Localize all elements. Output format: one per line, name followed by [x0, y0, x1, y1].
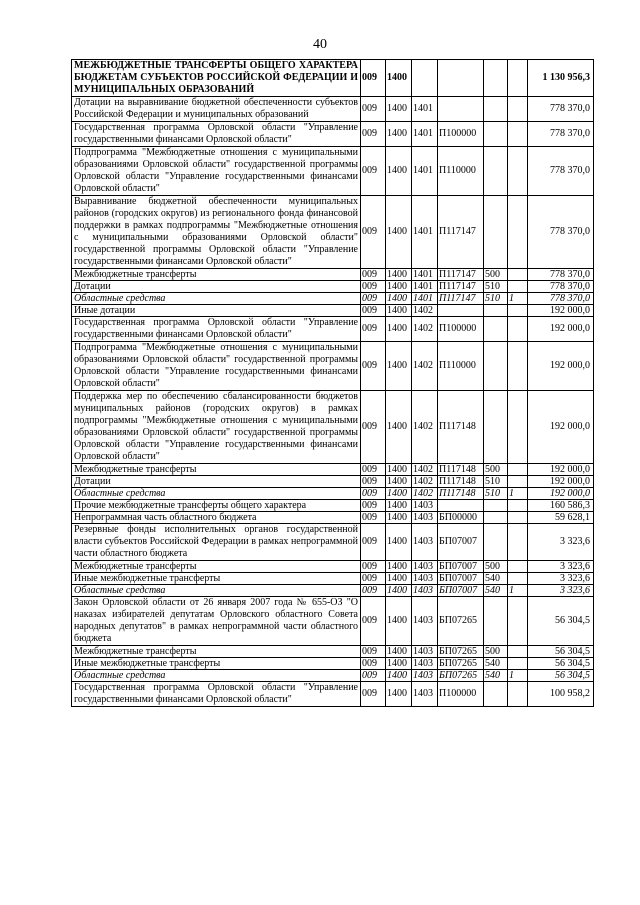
funding-source-code	[508, 524, 528, 561]
item-name: Выравнивание бюджетной обеспеченности муниципальных районов (городских округов) из регионального фонда финансовой поддержки в рамках подпрограммы "Межбюджетные отношения с муниципальными образованиями Орловской области" государственной программы Орловской области "Управление государственными финансами Орловской области"	[72, 196, 361, 269]
grbs-code: 009	[361, 597, 386, 646]
item-name: Прочие межбюджетные трансферты общего характера	[72, 500, 361, 512]
table-row	[72, 269, 594, 281]
item-name: МЕЖБЮДЖЕТНЫЕ ТРАНСФЕРТЫ ОБЩЕГО ХАРАКТЕРА БЮДЖЕТАМ СУБЪЕКТОВ РОССИЙСКОЙ ФЕДЕРАЦИИ И МУНИЦИПАЛЬНЫХ ОБРАЗОВАНИЙ	[72, 60, 361, 97]
funding-source-code	[508, 500, 528, 512]
expense-type-code: 510	[484, 293, 508, 305]
funding-source-code	[508, 97, 528, 122]
expense-type-code	[484, 317, 508, 342]
target-article-code: БП07265	[438, 658, 484, 670]
subsection-code: 1401	[412, 281, 438, 293]
item-name: Дотации	[72, 476, 361, 488]
grbs-code: 009	[361, 670, 386, 682]
expense-type-code: 500	[484, 561, 508, 573]
funding-source-code	[508, 147, 528, 196]
grbs-code: 009	[361, 342, 386, 391]
grbs-code: 009	[361, 682, 386, 707]
funding-source-code	[508, 305, 528, 317]
item-name: Иные дотации	[72, 305, 361, 317]
table-row	[72, 500, 594, 512]
target-article-code: БП07007	[438, 561, 484, 573]
subsection-code: 1401	[412, 147, 438, 196]
amount: 192 000,0	[528, 464, 594, 476]
section-code: 1400	[386, 512, 412, 524]
amount: 192 000,0	[528, 342, 594, 391]
expense-type-code	[484, 97, 508, 122]
item-name: Дотации	[72, 281, 361, 293]
grbs-code: 009	[361, 524, 386, 561]
grbs-code: 009	[361, 476, 386, 488]
grbs-code: 009	[361, 122, 386, 147]
table-row	[72, 585, 594, 597]
amount: 160 586,3	[528, 500, 594, 512]
section-code: 1400	[386, 476, 412, 488]
subsection-code: 1401	[412, 269, 438, 281]
item-name: Закон Орловской области от 26 января 2007 года № 655-ОЗ "О наказах избирателей депутатам Орловского областного Совета народных депутатов" в рамках непрограммной части областного бюджета	[72, 597, 361, 646]
table-row	[72, 305, 594, 317]
grbs-code: 009	[361, 281, 386, 293]
target-article-code: П117147	[438, 281, 484, 293]
expense-type-code: 510	[484, 476, 508, 488]
subsection-code: 1402	[412, 476, 438, 488]
amount: 778 370,0	[528, 293, 594, 305]
expense-type-code	[484, 391, 508, 464]
item-name: Государственная программа Орловской области "Управление государственными финансами Орловской области"	[72, 122, 361, 147]
amount: 192 000,0	[528, 305, 594, 317]
funding-source-code	[508, 512, 528, 524]
item-name: Областные средства	[72, 670, 361, 682]
funding-source-code	[508, 561, 528, 573]
table-row	[72, 670, 594, 682]
subsection-code: 1402	[412, 342, 438, 391]
subsection-code: 1403	[412, 524, 438, 561]
expense-type-code	[484, 524, 508, 561]
section-code: 1400	[386, 97, 412, 122]
item-name: Государственная программа Орловской области "Управление государственными финансами Орловской области"	[72, 317, 361, 342]
table-row	[72, 682, 594, 707]
expense-type-code: 500	[484, 646, 508, 658]
table-row	[72, 122, 594, 147]
funding-source-code	[508, 476, 528, 488]
page-number: 40	[313, 37, 327, 52]
funding-source-code	[508, 391, 528, 464]
subsection-code: 1403	[412, 682, 438, 707]
target-article-code	[438, 60, 484, 97]
target-article-code: БП07007	[438, 573, 484, 585]
item-name: Межбюджетные трансферты	[72, 464, 361, 476]
grbs-code: 009	[361, 512, 386, 524]
table-row	[72, 512, 594, 524]
funding-source-code	[508, 317, 528, 342]
section-code: 1400	[386, 60, 412, 97]
expense-type-code	[484, 305, 508, 317]
subsection-code: 1403	[412, 585, 438, 597]
grbs-code: 009	[361, 293, 386, 305]
funding-source-code: 1	[508, 670, 528, 682]
target-article-code: БП00000	[438, 512, 484, 524]
expense-type-code: 500	[484, 269, 508, 281]
item-name: Непрограммная часть областного бюджета	[72, 512, 361, 524]
item-name: Межбюджетные трансферты	[72, 561, 361, 573]
target-article-code: БП07007	[438, 524, 484, 561]
budget-table-body	[72, 60, 594, 707]
funding-source-code	[508, 342, 528, 391]
grbs-code: 009	[361, 60, 386, 97]
amount: 3 323,6	[528, 524, 594, 561]
funding-source-code: 1	[508, 293, 528, 305]
amount: 778 370,0	[528, 269, 594, 281]
subsection-code: 1401	[412, 293, 438, 305]
table-row	[72, 524, 594, 561]
section-code: 1400	[386, 670, 412, 682]
funding-source-code	[508, 60, 528, 97]
target-article-code: П117147	[438, 269, 484, 281]
subsection-code: 1403	[412, 561, 438, 573]
amount: 192 000,0	[528, 317, 594, 342]
section-code: 1400	[386, 682, 412, 707]
subsection-code: 1402	[412, 305, 438, 317]
section-code: 1400	[386, 196, 412, 269]
expense-type-code	[484, 512, 508, 524]
subsection-code: 1401	[412, 122, 438, 147]
grbs-code: 009	[361, 585, 386, 597]
grbs-code: 009	[361, 269, 386, 281]
funding-source-code	[508, 281, 528, 293]
expense-type-code	[484, 196, 508, 269]
grbs-code: 009	[361, 196, 386, 269]
subsection-code: 1401	[412, 196, 438, 269]
amount: 192 000,0	[528, 476, 594, 488]
section-code: 1400	[386, 573, 412, 585]
expense-type-code: 510	[484, 488, 508, 500]
table-row	[72, 97, 594, 122]
subsection-code: 1403	[412, 646, 438, 658]
funding-source-code: 1	[508, 488, 528, 500]
subsection-code: 1403	[412, 670, 438, 682]
target-article-code: БП07007	[438, 585, 484, 597]
amount: 3 323,6	[528, 561, 594, 573]
target-article-code	[438, 97, 484, 122]
funding-source-code	[508, 682, 528, 707]
section-code: 1400	[386, 500, 412, 512]
item-name: Иные межбюджетные трансферты	[72, 658, 361, 670]
grbs-code: 009	[361, 646, 386, 658]
table-row	[72, 476, 594, 488]
funding-source-code	[508, 122, 528, 147]
subsection-code: 1403	[412, 573, 438, 585]
table-row	[72, 597, 594, 646]
amount: 59 628,1	[528, 512, 594, 524]
amount: 778 370,0	[528, 122, 594, 147]
item-name: Подпрограмма "Межбюджетные отношения с муниципальными образованиями Орловской области" государственной программы Орловской области "Управление государственными финансами Орловской области"	[72, 342, 361, 391]
grbs-code: 009	[361, 391, 386, 464]
target-article-code: П117148	[438, 488, 484, 500]
section-code: 1400	[386, 281, 412, 293]
section-code: 1400	[386, 488, 412, 500]
expense-type-code	[484, 147, 508, 196]
item-name: Резервные фонды исполнительных органов государственной власти субъектов Российской Федерации в рамках непрограммной части областного бюджета	[72, 524, 361, 561]
item-name: Областные средства	[72, 488, 361, 500]
amount: 1 130 956,3	[528, 60, 594, 97]
target-article-code: БП07265	[438, 670, 484, 682]
target-article-code: П100000	[438, 682, 484, 707]
target-article-code: П110000	[438, 342, 484, 391]
expense-type-code: 540	[484, 670, 508, 682]
amount: 56 304,5	[528, 658, 594, 670]
amount: 778 370,0	[528, 97, 594, 122]
grbs-code: 009	[361, 147, 386, 196]
table-row	[72, 488, 594, 500]
target-article-code: П117148	[438, 464, 484, 476]
amount: 56 304,5	[528, 597, 594, 646]
section-code: 1400	[386, 269, 412, 281]
funding-source-code	[508, 196, 528, 269]
funding-source-code	[508, 658, 528, 670]
subsection-code: 1402	[412, 488, 438, 500]
budget-table	[71, 59, 594, 707]
amount: 778 370,0	[528, 196, 594, 269]
grbs-code: 009	[361, 317, 386, 342]
amount: 56 304,5	[528, 646, 594, 658]
amount: 778 370,0	[528, 281, 594, 293]
grbs-code: 009	[361, 500, 386, 512]
subsection-code: 1403	[412, 512, 438, 524]
target-article-code: П117147	[438, 196, 484, 269]
grbs-code: 009	[361, 561, 386, 573]
target-article-code: П100000	[438, 317, 484, 342]
section-code: 1400	[386, 646, 412, 658]
grbs-code: 009	[361, 464, 386, 476]
expense-type-code	[484, 122, 508, 147]
section-code: 1400	[386, 391, 412, 464]
item-name: Областные средства	[72, 293, 361, 305]
amount: 778 370,0	[528, 147, 594, 196]
table-row	[72, 561, 594, 573]
target-article-code	[438, 305, 484, 317]
expense-type-code	[484, 682, 508, 707]
target-article-code: БП07265	[438, 597, 484, 646]
subsection-code: 1403	[412, 658, 438, 670]
table-row	[72, 60, 594, 97]
section-code: 1400	[386, 561, 412, 573]
funding-source-code: 1	[508, 585, 528, 597]
item-name: Дотации на выравнивание бюджетной обеспеченности субъектов Российской Федерации и муниципальных образований	[72, 97, 361, 122]
item-name: Областные средства	[72, 585, 361, 597]
section-code: 1400	[386, 524, 412, 561]
table-row	[72, 646, 594, 658]
grbs-code: 009	[361, 488, 386, 500]
section-code: 1400	[386, 122, 412, 147]
section-code: 1400	[386, 293, 412, 305]
expense-type-code: 540	[484, 573, 508, 585]
item-name: Межбюджетные трансферты	[72, 269, 361, 281]
funding-source-code	[508, 597, 528, 646]
target-article-code	[438, 500, 484, 512]
amount: 192 000,0	[528, 488, 594, 500]
expense-type-code: 540	[484, 585, 508, 597]
grbs-code: 009	[361, 658, 386, 670]
grbs-code: 009	[361, 97, 386, 122]
item-name: Иные межбюджетные трансферты	[72, 573, 361, 585]
subsection-code: 1402	[412, 317, 438, 342]
section-code: 1400	[386, 585, 412, 597]
amount: 192 000,0	[528, 391, 594, 464]
section-code: 1400	[386, 305, 412, 317]
target-article-code: БП07265	[438, 646, 484, 658]
section-code: 1400	[386, 658, 412, 670]
amount: 3 323,6	[528, 585, 594, 597]
funding-source-code	[508, 573, 528, 585]
subsection-code	[412, 60, 438, 97]
item-name: Государственная программа Орловской области "Управление государственными финансами Орловской области"	[72, 682, 361, 707]
section-code: 1400	[386, 342, 412, 391]
target-article-code: П117148	[438, 391, 484, 464]
table-row	[72, 293, 594, 305]
item-name: Поддержка мер по обеспечению сбалансированности бюджетов муниципальных районов (городских округов) в рамках подпрограммы "Межбюджетные отношения с муниципальными образованиями Орловской области" государственной программы Орловской области "Управление государственными финансами Орловской области"	[72, 391, 361, 464]
section-code: 1400	[386, 147, 412, 196]
target-article-code: П117148	[438, 476, 484, 488]
grbs-code: 009	[361, 573, 386, 585]
subsection-code: 1401	[412, 97, 438, 122]
table-row	[72, 464, 594, 476]
grbs-code: 009	[361, 305, 386, 317]
target-article-code: П117147	[438, 293, 484, 305]
subsection-code: 1402	[412, 464, 438, 476]
subsection-code: 1402	[412, 391, 438, 464]
section-code: 1400	[386, 464, 412, 476]
amount: 3 323,6	[528, 573, 594, 585]
funding-source-code	[508, 646, 528, 658]
section-code: 1400	[386, 597, 412, 646]
table-row	[72, 196, 594, 269]
funding-source-code	[508, 464, 528, 476]
expense-type-code: 500	[484, 464, 508, 476]
section-code: 1400	[386, 317, 412, 342]
funding-source-code	[508, 269, 528, 281]
table-row	[72, 391, 594, 464]
table-row	[72, 342, 594, 391]
table-row	[72, 658, 594, 670]
expense-type-code	[484, 342, 508, 391]
expense-type-code	[484, 60, 508, 97]
subsection-code: 1403	[412, 597, 438, 646]
table-row	[72, 573, 594, 585]
subsection-code: 1403	[412, 500, 438, 512]
expense-type-code: 510	[484, 281, 508, 293]
item-name: Подпрограмма "Межбюджетные отношения с муниципальными образованиями Орловской области" государственной программы Орловской области "Управление государственными финансами Орловской области"	[72, 147, 361, 196]
table-row	[72, 317, 594, 342]
item-name: Межбюджетные трансферты	[72, 646, 361, 658]
table-row	[72, 147, 594, 196]
target-article-code: П100000	[438, 122, 484, 147]
target-article-code: П110000	[438, 147, 484, 196]
amount: 56 304,5	[528, 670, 594, 682]
expense-type-code: 540	[484, 658, 508, 670]
expense-type-code	[484, 597, 508, 646]
table-row	[72, 281, 594, 293]
amount: 100 958,2	[528, 682, 594, 707]
expense-type-code	[484, 500, 508, 512]
